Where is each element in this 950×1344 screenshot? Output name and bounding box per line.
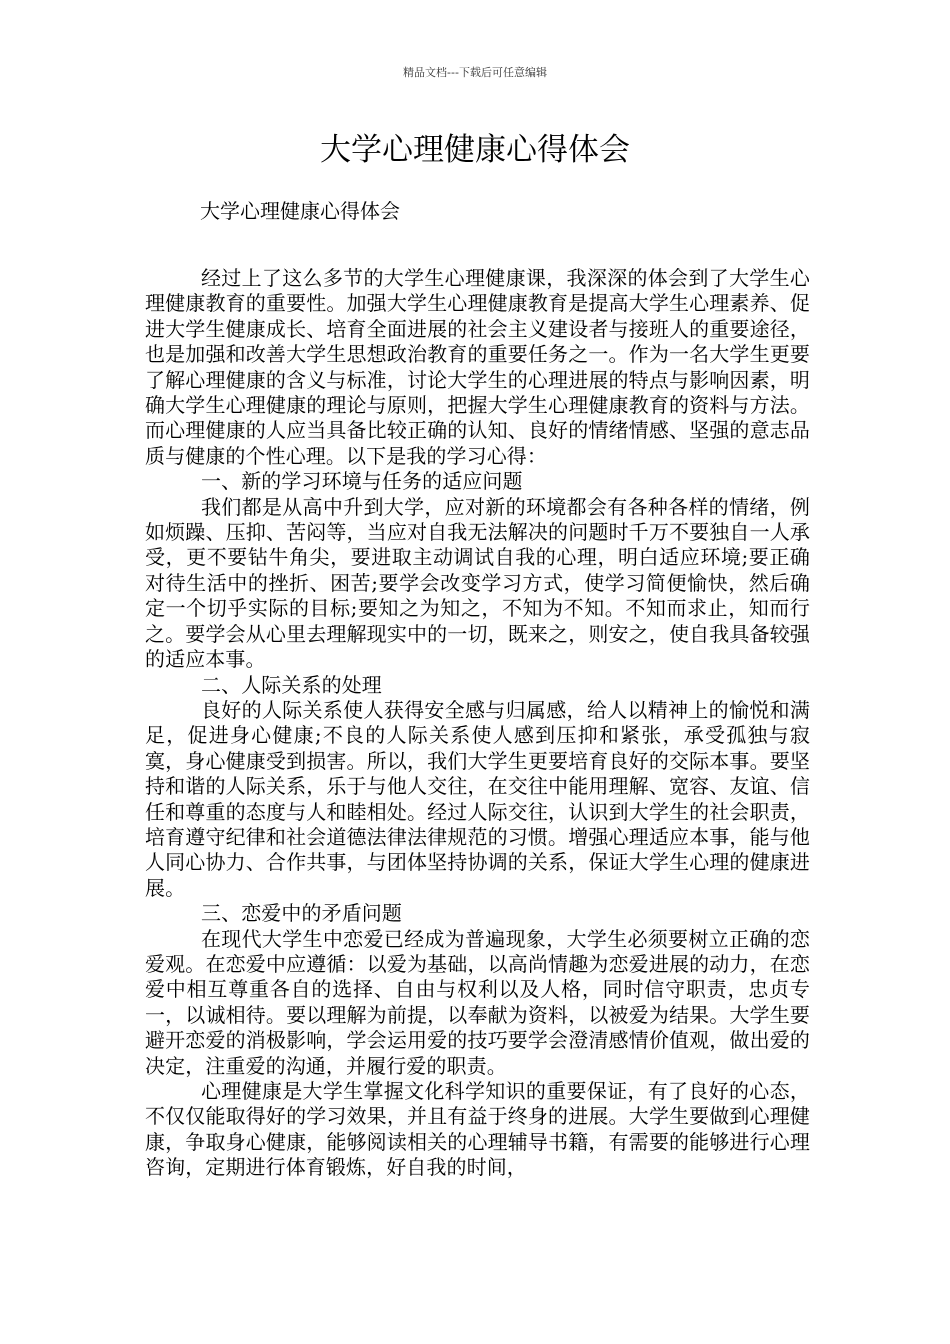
- paragraph-romance: 在现代大学生中恋爱已经成为普遍现象，大学生必须要树立正确的恋爱观。在恋爱中应遵循：以爱为基础，以高尚情趣为恋爱进展的动力，在恋爱中相互尊重各自的选择、自由与权利以及人格，同时信守职责，忠贞专一，以诚相待。要以理解为前提，以奉献为资料，以被爱为结果。大学生要避开恋爱的消极影响，学会运用爱的技巧要学会澄清感情价值观，做出爱的决定，注重爱的沟通，并履行爱的职责。: [145, 926, 810, 1078]
- paragraph-relationships: 良好的人际关系使人获得安全感与归属感，给人以精神上的愉悦和满足，促进身心健康;不良的人际关系使人感到压抑和紧张，承受孤独与寂寞，身心健康受到损害。所以，我们大学生更要培育良好的交际本事。要坚持和谐的人际关系，乐于与他人交往，在交往中能用理解、宽容、友谊、信任和尊重的态度与人和睦相处。经过人际交往，认识到大学生的社会职责，培育遵守纪律和社会道德法律法律规范的习惯。增强心理适应本事，能与他人同心协力、合作共事，与团体坚持协调的关系，保证大学生心理的健康进展。: [145, 697, 810, 900]
- paragraph-intro: 经过上了这么多节的大学生心理健康课，我深深的体会到了大学生心理健康教育的重要性。加强大学生心理健康教育是提高大学生心理素养、促进大学生健康成长、培育全面进展的社会主义建设者与接班人的重要途径，也是加强和改善大学生思想政治教育的重要任务之一。作为一名大学生更要了解心理健康的含义与标准，讨论大学生的心理进展的特点与影响因素，明确大学生心理健康的理论与原则，把握大学生心理健康教育的资料与方法。而心理健康的人应当具备比较正确的认知、良好的情绪情感、坚强的意志品质与健康的个性心理。以下是我的学习心得：: [145, 266, 810, 468]
- section-heading-romance: 三、恋爱中的矛盾问题: [201, 901, 402, 926]
- document-body: [145, 266, 810, 1181]
- paragraph-adaptation: 我们都是从高中升到大学，应对新的环境都会有各种各样的情绪，例如烦躁、压抑、苦闷等，当应对自我无法解决的问题时千万不要独自一人承受，更不要钻牛角尖，要进取主动调试自我的心理，明白适应环境;要正确对待生活中的挫折、困苦;要学会改变学习方式，使学习简便愉快，然后确定一个切乎实际的目标;要知之为知之，不知为不知。不知而求止，知而行之。要学会从心里去理解现实中的一切，既来之，则安之，使自我具备较强的适应本事。: [145, 494, 810, 672]
- document-subtitle: 大学心理健康心得体会: [200, 199, 400, 223]
- section-heading-adaptation: 一、新的学习环境与任务的适应问题: [201, 469, 523, 494]
- section-heading-relationships: 二、人际关系的处理: [201, 672, 382, 697]
- document-title: 大学心理健康心得体会: [320, 132, 630, 168]
- paragraph-conclusion: 心理健康是大学生掌握文化科学知识的重要保证，有了良好的心态，不仅仅能取得好的学习效果，并且有益于终身的进展。大学生要做到心理健康，争取身心健康，能够阅读相关的心理辅导书籍，有需要的能够进行心理咨询，定期进行体育锻炼，好自我的时间，: [145, 1079, 810, 1180]
- header-note: 精品文档---下载后可任意编辑: [403, 66, 547, 79]
